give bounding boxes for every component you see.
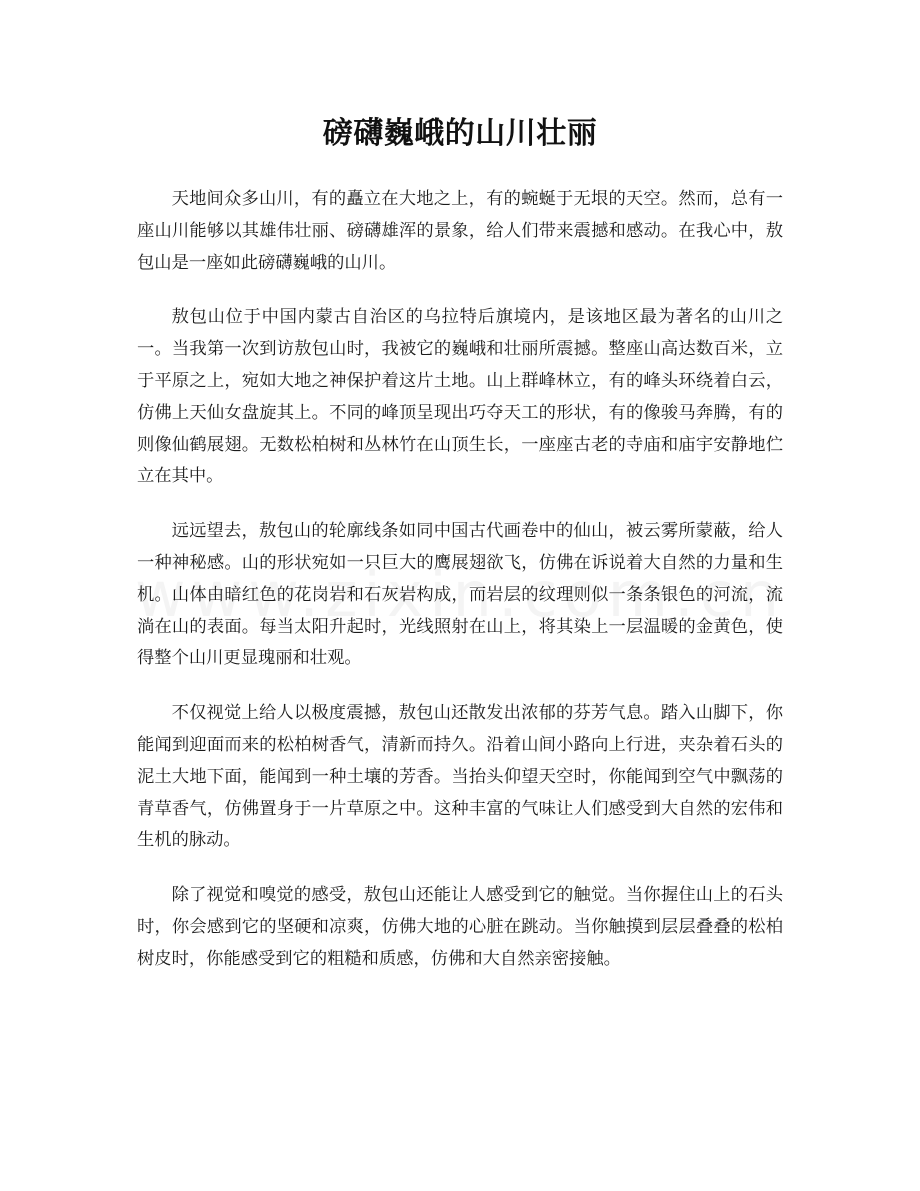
paragraph: 不仅视觉上给人以极度震撼，敖包山还散发出浓郁的芬芳气息。踏入山脚下，你能闻到迎面而来的松柏树香气，清新而持久。沿着山间小路向上行进，夹杂着石头的泥土大地下面，能闻到一种土壤的芳香。当抬头仰望天空时，你能闻到空气中飘荡的青草香气，仿佛置身于一片草原之中。这种丰富的气味让人们感受到大自然的宏伟和生机的脉动。 (137, 703, 783, 851)
paragraph: 远远望去，敖包山的轮廓线条如同中国古代画卷中的仙山，被云雾所蒙蔽，给人一种神秘感。山的形状宛如一只巨大的鹰展翅欲飞，仿佛在诉说着大自然的力量和生机。山体由暗红色的花岗岩和石灰岩构成，而岩层的纹理则似一条条银色的河流，流淌在山的表面。每当太阳升起时，光线照射在山上，将其染上一层温暖的金黄色，使得整个山川更显瑰丽和壮观。 (137, 521, 783, 669)
paragraph: 除了视觉和嗅觉的感受，敖包山还能让人感受到它的触觉。当你握住山上的石头时，你会感到它的坚硬和凉爽，仿佛大地的心脏在跳动。当你触摸到层层叠叠的松柏树皮时，你能感受到它的粗糙和质感，仿佛和大自然亲密接触。 (137, 885, 783, 969)
page-title: 磅礴巍峨的山川壮丽 (322, 116, 598, 151)
paragraph: 敖包山位于中国内蒙古自治区的乌拉特后旗境内，是该地区最为著名的山川之一。当我第一次到访敖包山时，我被它的巍峨和壮丽所震撼。整座山高达数百米，立于平原之上，宛如大地之神保护着这片土地。山上群峰林立，有的峰头环绕着白云，仿佛上天仙女盘旋其上。不同的峰顶呈现出巧夺天工的形状，有的像骏马奔腾，有的则像仙鹤展翅。无数松柏树和丛林竹在山顶生长，一座座古老的寺庙和庙宇安静地伫立在其中。 (137, 307, 783, 487)
paragraph: 天地间众多山川，有的矗立在大地之上，有的蜿蜒于无垠的天空。然而，总有一座山川能够以其雄伟壮丽、磅礴雄浑的景象，给人们带来震撼和感动。在我心中，敖包山是一座如此磅礴巍峨的山川。 (137, 189, 783, 273)
document-body (137, 184, 783, 999)
